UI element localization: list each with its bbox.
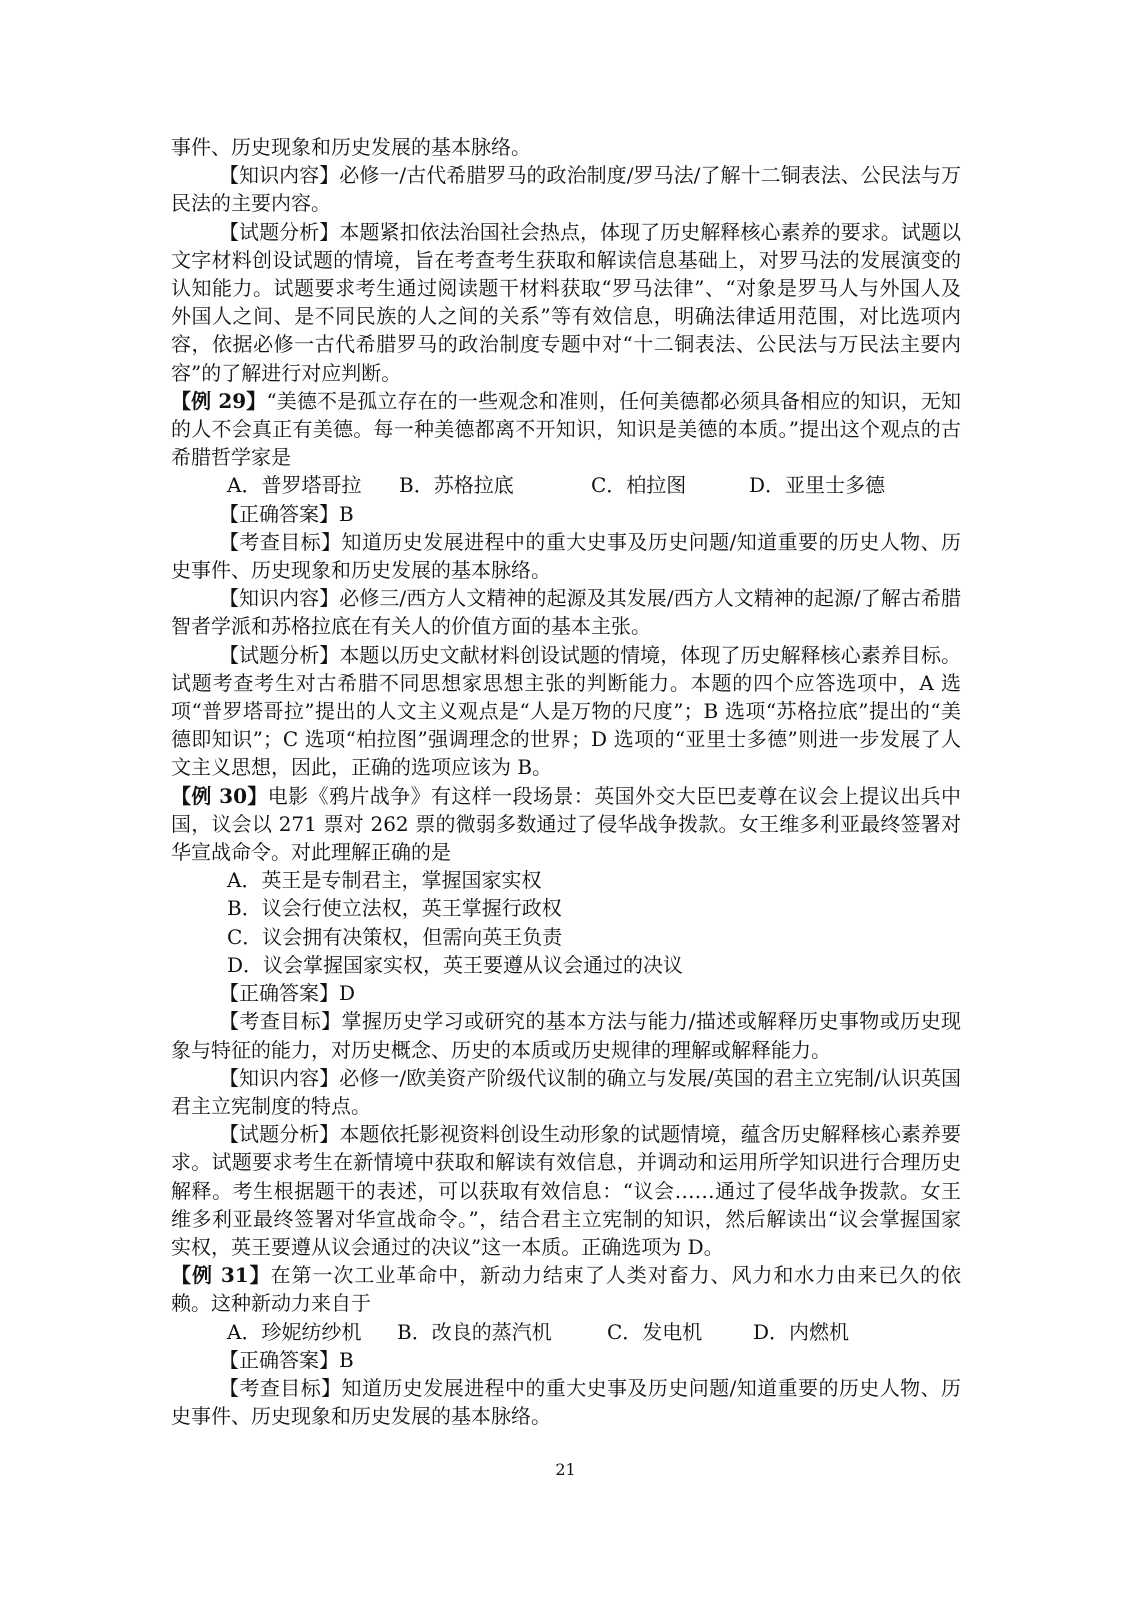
example-question: “美德不是孤立存在的一些观念和准则，任何美德都必须具备相应的知识，无知的人不会真正有美德。每一种美德都离不开知识，知识是美德的本质。”提出这个观点的古希腊哲学家是 bbox=[171, 388, 961, 470]
correct-answer: 【正确答案】B bbox=[219, 501, 354, 526]
question-analysis: 【试题分析】本题紧扣依法治国社会热点，体现了历史解释核心素养的要求。试题以文字材料创设试题的情境，旨在考查考生获取和解读信息基础上，对罗马法的发展演变的认知能力。试题要求考生通过阅读题干材料获取“罗马法律”、“对象是罗马人与外国人及外国人之间、是不同民族的人之间的关系”等有效信息，明确法律适用范围，对比选项内容，依据必修一古代希腊罗马的政治制度专题中对“十二铜表法、公民法与万民法主要内容”的了解进行对应判断。 bbox=[171, 219, 961, 385]
knowledge-content: 【知识内容】必修一/古代希腊罗马的政治制度/罗马法/了解十二铜表法、公民法与万民法的主要内容。 bbox=[171, 163, 961, 216]
option-b: B．议会行使立法权，英王掌握行政权 bbox=[227, 896, 562, 921]
option-c: C．议会拥有决策权，但需向英王负责 bbox=[227, 924, 563, 949]
knowledge-content: 【知识内容】必修三/西方人文精神的起源及其发展/西方人文精神的起源/了解古希腊智者学派和苏格拉底在有关人的价值方面的基本主张。 bbox=[171, 586, 961, 639]
example-30-stem bbox=[171, 782, 961, 867]
page-number: 21 bbox=[555, 1460, 576, 1479]
example-label: 【例 29】 bbox=[171, 388, 267, 413]
correct-answer: 【正确答案】D bbox=[219, 981, 356, 1006]
example-31-stem bbox=[171, 1261, 961, 1317]
option-d: D．内燃机 bbox=[753, 1319, 850, 1344]
option-a: A．英王是专制君主，掌握国家实权 bbox=[227, 868, 542, 893]
exam-target: 【考查目标】掌握历史学习或研究的基本方法与能力/描述或解释历史事物或历史现象与特征的能力，对历史概念、历史的本质或历史规律的理解或解释能力。 bbox=[171, 1009, 961, 1062]
example-question: 在第一次工业革命中，新动力结束了人类对畜力、风力和水力由来已久的依赖。这种新动力来自于 bbox=[171, 1263, 962, 1316]
question-analysis: 【试题分析】本题以历史文献材料创设试题的情境，体现了历史解释核心素养目标。试题考查考生对古希腊不同思想家思想主张的判断能力。本题的四个应答选项中，A 选项“普罗塔哥拉”提出的人文主义观点是“人是万物的尺度”；B 选项“苏格拉底”提出的“美德即知识”；C 选项“柏拉图”强调理念的世界；D 选项的“亚里士多德”则进一步发展了人文主义思想，因此，正确的选项应该为 B。 bbox=[171, 642, 961, 780]
option-d: D．亚里士多德 bbox=[749, 473, 886, 498]
exam-target: 【考查目标】知道历史发展进程中的重大史事及历史问题/知道重要的历史人物、历史事件、历史现象和历史发展的基本脉络。 bbox=[171, 529, 961, 583]
example-29-stem bbox=[171, 387, 961, 472]
knowledge-content: 【知识内容】必修一/欧美资产阶级代议制的确立与发展/英国的君主立宪制/认识英国君主立宪制度的特点。 bbox=[171, 1065, 961, 1118]
correct-answer: 【正确答案】B bbox=[219, 1347, 354, 1372]
option-a: A．珍妮纺纱机 bbox=[227, 1319, 362, 1344]
example-label: 【例 31】 bbox=[171, 1263, 271, 1288]
option-c: C．柏拉图 bbox=[591, 473, 687, 498]
option-a: A．普罗塔哥拉 bbox=[227, 473, 362, 498]
option-d: D．议会掌握国家实权，英王要遵从议会通过的决议 bbox=[227, 952, 684, 977]
example-question: 电影《鸦片战争》有这样一段场景：英国外交大臣巴麦尊在议会上提议出兵中国，议会以 271 票对 262 票的微弱多数通过了侵华战争拨款。女王维多利亚最终签署对华宣战命令。对此理解正确的是 bbox=[171, 783, 961, 865]
option-c: C．发电机 bbox=[607, 1319, 703, 1344]
paragraph: 事件、历史现象和历史发展的基本脉络。 bbox=[171, 135, 531, 159]
options-row bbox=[171, 471, 961, 499]
options-row bbox=[171, 1318, 961, 1346]
option-b: B．苏格拉底 bbox=[399, 473, 514, 498]
page-content bbox=[171, 133, 961, 1430]
question-analysis: 【试题分析】本题依托影视资料创设生动形象的试题情境，蕴含历史解释核心素养要求。试题要求考生在新情境中获取和解读有效信息，并调动和运用所学知识进行合理历史解释。考生根据题干的表述，可以获取有效信息：“议会……通过了侵华战争拨款。女王维多利亚最终签署对华宣战命令。”，结合君主立宪制的知识，然后解读出“议会掌握国家实权，英王要遵从议会通过的决议”这一本质。正确选项为 D。 bbox=[171, 1122, 961, 1259]
exam-target: 【考查目标】知道历史发展进程中的重大史事及历史问题/知道重要的历史人物、历史事件、历史现象和历史发展的基本脉络。 bbox=[171, 1375, 961, 1429]
example-label: 【例 30】 bbox=[171, 783, 268, 808]
option-b: B．改良的蒸汽机 bbox=[397, 1319, 552, 1344]
